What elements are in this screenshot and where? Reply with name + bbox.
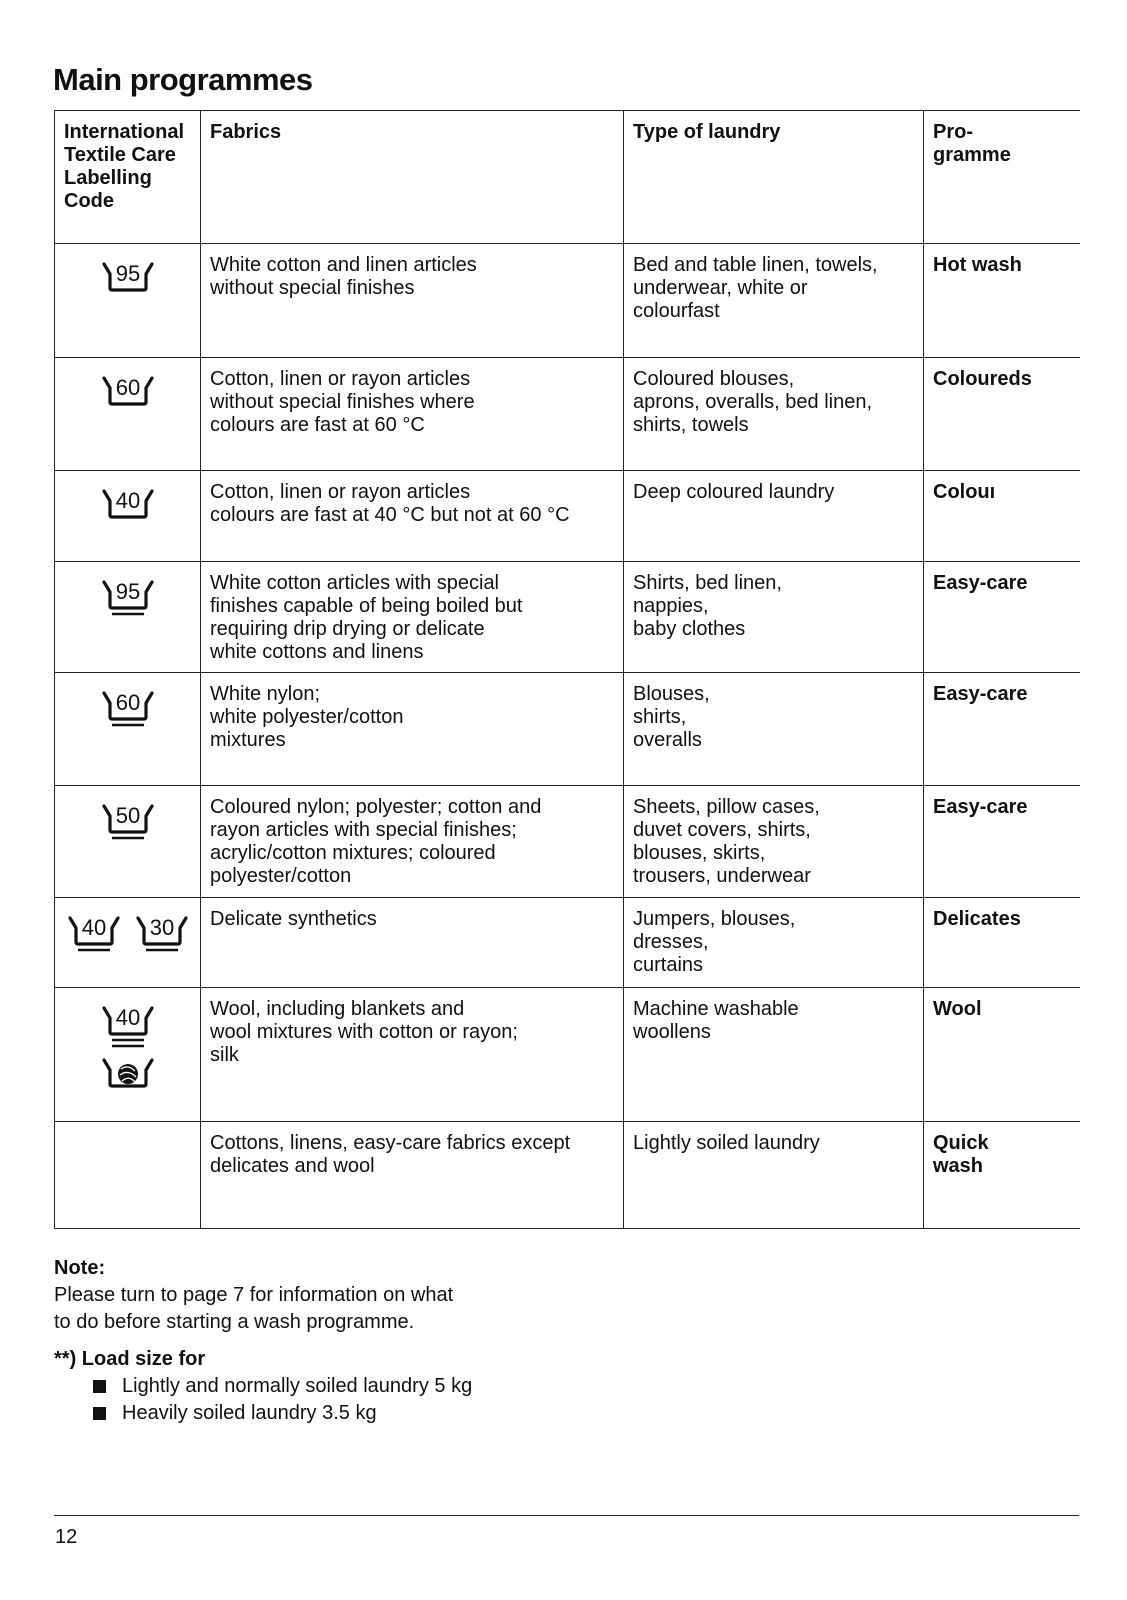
wash-temperature-label: 95	[115, 261, 140, 286]
page-title: Main programmes	[53, 62, 313, 97]
programme-cell: Delicates	[924, 898, 1080, 988]
programme-cell: Easy-care	[924, 786, 1080, 898]
laundry-type-cell: Machine washable woollens	[624, 988, 924, 1122]
care-code-cell	[55, 988, 201, 1122]
fabrics-cell: Cotton, linen or rayon articles without special finishes where colours are fast at 60 °C	[201, 358, 624, 471]
page-number: 12	[55, 1526, 78, 1548]
wash-temperature-label: 30	[149, 915, 174, 940]
care-code-cell	[55, 358, 201, 471]
wash-tub-40-icon	[98, 998, 158, 1050]
wash-temperature-label: 40	[115, 1005, 140, 1030]
header-code: International Textile Care Labelling Code	[55, 111, 201, 244]
programme-cell: Easy-care	[924, 562, 1080, 673]
note-block	[54, 1255, 453, 1336]
fabrics-cell: Cottons, linens, easy-care fabrics except delicates and wool	[201, 1122, 624, 1229]
header-fabrics: Fabrics	[201, 111, 624, 244]
laundry-type-cell: Bed and table linen, towels, underwear, white or colourfast	[624, 244, 924, 358]
table-row	[55, 1122, 1080, 1229]
table-row	[55, 244, 1080, 358]
table-row	[55, 673, 1080, 786]
laundry-type-cell: Lightly soiled laundry	[624, 1122, 924, 1229]
fabrics-cell: Wool, including blankets and wool mixtures with cotton or rayon; silk	[201, 988, 624, 1122]
programme-cell: Hot wash	[924, 244, 1080, 358]
programme-cell: Colouı	[924, 471, 1080, 562]
wash-temperature-label: 40	[115, 488, 140, 513]
table-row	[55, 471, 1080, 562]
care-code-cell	[55, 562, 201, 673]
load-size-block	[54, 1346, 472, 1427]
programme-cell: Easy-care	[924, 673, 1080, 786]
list-item: Heavily soiled laundry 3.5 kg	[91, 1400, 472, 1427]
table-row	[55, 898, 1080, 988]
wool-ball-icon	[118, 1064, 138, 1084]
wash-tub-60-icon	[98, 683, 158, 735]
wash-tub-40-icon	[64, 908, 124, 960]
laundry-type-cell: Blouses, shirts, overalls	[624, 673, 924, 786]
load-heading: **) Load size for	[54, 1348, 206, 1370]
table-row	[55, 786, 1080, 898]
care-code-cell	[55, 673, 201, 786]
wash-tub-30-icon	[132, 908, 192, 960]
care-code-cell	[55, 471, 201, 562]
laundry-type-cell: Jumpers, blouses, dresses, curtains	[624, 898, 924, 988]
load-list	[54, 1373, 472, 1427]
laundry-type-cell: Sheets, pillow cases, duvet covers, shirts, blouses, skirts, trousers, underwear	[624, 786, 924, 898]
square-bullet-icon	[93, 1380, 106, 1393]
square-bullet-icon	[93, 1407, 106, 1420]
table-row	[55, 562, 1080, 673]
fabrics-cell: Cotton, linen or rayon articles colours are fast at 40 °C but not at 60 °C	[201, 471, 624, 562]
fabrics-cell: White nylon; white polyester/cotton mixtures	[201, 673, 624, 786]
wash-temperature-label: 60	[115, 375, 140, 400]
note-text: Please turn to page 7 for information on what to do before starting a wash programme.	[54, 1284, 454, 1333]
programme-cell: Coloureds	[924, 358, 1080, 471]
table-row	[55, 358, 1080, 471]
hand-wash-wool-icon	[98, 1050, 158, 1102]
table-row	[55, 988, 1080, 1122]
laundry-type-cell: Coloured blouses, aprons, overalls, bed linen, shirts, towels	[624, 358, 924, 471]
header-programme: Pro- gramme	[924, 111, 1080, 244]
list-item: Lightly and normally soiled laundry 5 kg	[91, 1373, 472, 1400]
wash-tub-40-icon	[98, 481, 158, 533]
wash-temperature-label: 95	[115, 579, 140, 604]
header-laundry: Type of laundry	[624, 111, 924, 244]
laundry-type-cell: Deep coloured laundry	[624, 471, 924, 562]
fabrics-cell: White cotton and linen articles without special finishes	[201, 244, 624, 358]
note-heading: Note:	[54, 1257, 106, 1279]
fabrics-cell: Delicate synthetics	[201, 898, 624, 988]
table-header-row	[55, 111, 1080, 244]
wash-tub-95-icon	[98, 572, 158, 624]
footer-rule	[54, 1515, 1079, 1516]
fabrics-cell: Coloured nylon; polyester; cotton and rayon articles with special finishes; acrylic/cotton mixtures; coloured polyester/cotton	[201, 786, 624, 898]
wash-tub-60-icon	[98, 368, 158, 420]
fabrics-cell: White cotton articles with special finishes capable of being boiled but requiring drip drying or delicate white cottons and linens	[201, 562, 624, 673]
programme-cell: Quick wash	[924, 1122, 1080, 1229]
programme-cell: Wool	[924, 988, 1080, 1122]
laundry-type-cell: Shirts, bed linen, nappies, baby clothes	[624, 562, 924, 673]
care-code-cell	[55, 244, 201, 358]
wash-temperature-label: 60	[115, 690, 140, 715]
wash-tub-50-icon	[98, 796, 158, 848]
wash-temperature-label: 40	[81, 915, 106, 940]
wash-tub-95-icon	[98, 254, 158, 306]
care-code-cell	[55, 786, 201, 898]
care-code-cell	[55, 898, 201, 988]
programmes-table	[54, 110, 1080, 1229]
care-code-cell	[55, 1122, 201, 1229]
wash-temperature-label: 50	[115, 803, 140, 828]
